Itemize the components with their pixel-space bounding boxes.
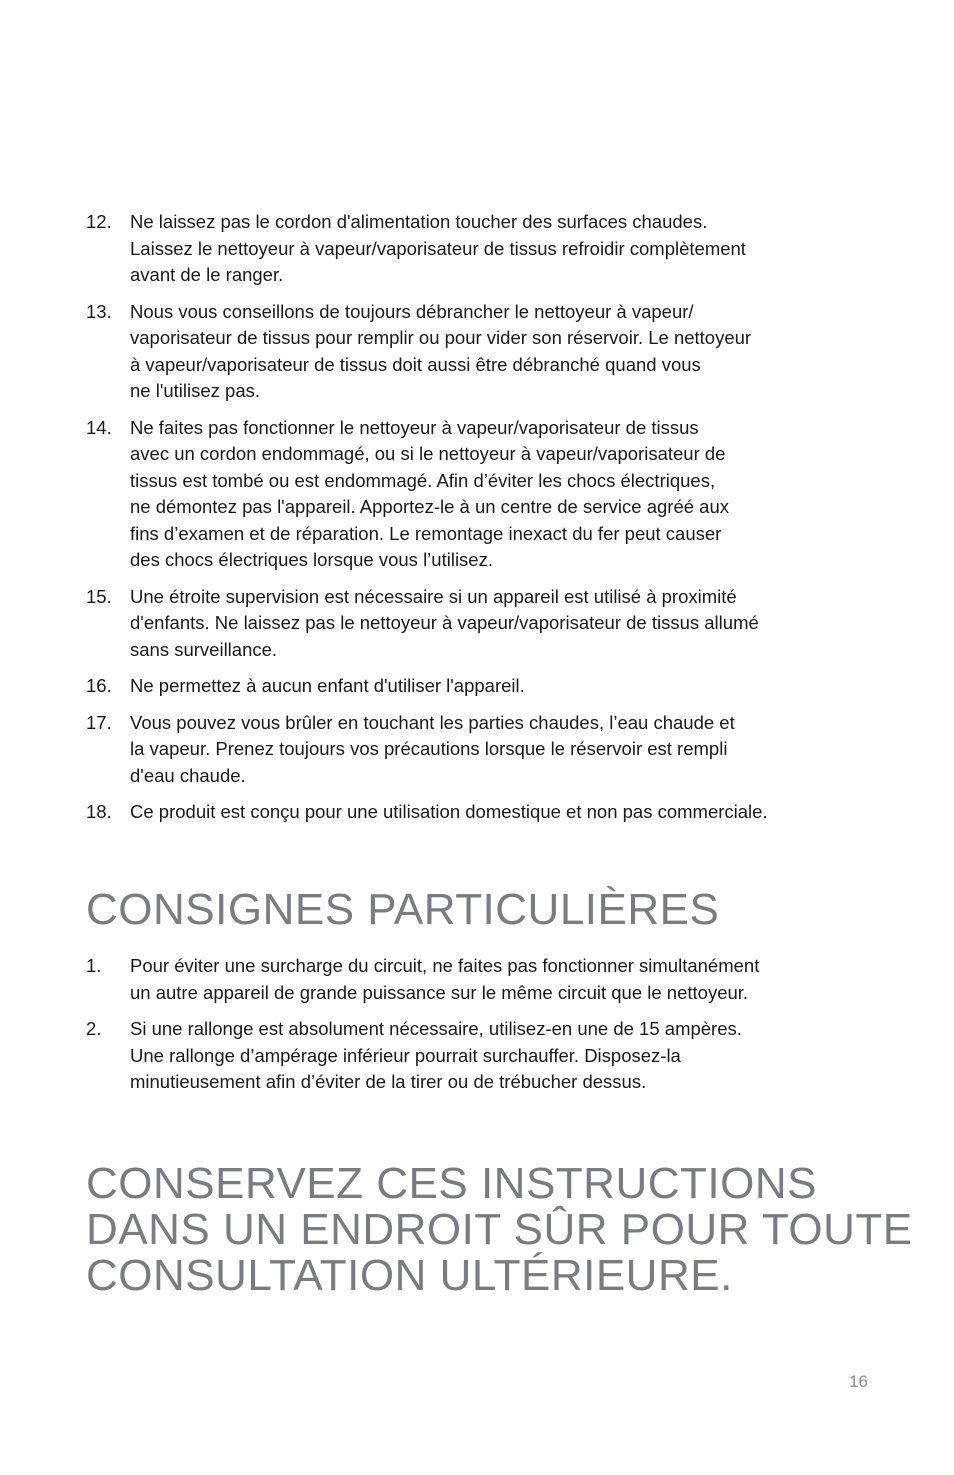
item-text: Nous vous conseillons de toujours débrancher le nettoyeur à vapeur/ vaporisateur de tissus pour remplir ou pour vider son réservoir. Le nettoyeur à vapeur/vaporisateur de tissus doit aussi être débranché quand vous ne l'utilisez pas. (130, 300, 752, 401)
page-number: 16 (849, 1372, 868, 1391)
list-item (86, 584, 886, 664)
section-title: CONSIGNES PARTICULIÈRES (86, 885, 720, 934)
item-number: 1. (86, 955, 102, 976)
list-item (86, 1016, 886, 1096)
safety-list (86, 209, 886, 836)
item-number: 2. (86, 1018, 102, 1039)
list-item (86, 799, 886, 826)
item-text: Pour éviter une surcharge du circuit, ne faites pas fonctionner simultanément un autre appareil de grande puissance sur le même circuit que le nettoyeur. (130, 955, 760, 1003)
item-text: Ne laissez pas le cordon d'alimentation toucher des surfaces chaudes. Laissez le nettoyeur à vapeur/vaporisateur de tissus refroidir complètement avant de le ranger. (130, 211, 746, 285)
item-text: Vous pouvez vous brûler en touchant les parties chaudes, l’eau chaude et la vapeur. Prenez toujours vos précautions lorsque le réservoir est rempli d'eau chaude. (130, 711, 735, 786)
item-text: Ne permettez à aucun enfant d'utiliser l'appareil. (130, 675, 525, 696)
item-number: 17. (86, 711, 112, 733)
keep-instructions-heading: CONSERVEZ CES INSTRUCTIONS DANS UN ENDROIT SÛR POUR TOUTE CONSULTATION ULTÉRIEURE. (86, 1159, 913, 1300)
item-number: 14. (86, 416, 112, 438)
item-number: 18. (86, 801, 112, 822)
item-text: Une étroite supervision est nécessaire si un appareil est utilisé à proximité d'enfants. Ne laissez pas le nettoyeur à vapeur/vaporisateur de tissus allumé sans surveillance. (130, 585, 759, 660)
list-item (86, 673, 886, 700)
list-item (86, 710, 886, 790)
special-instructions-list (86, 953, 886, 1106)
item-text: Si une rallonge est absolument nécessaire, utilisez-en une de 15 ampères. Une rallonge d’ampérage inférieur pourrait surchauffer. Disposez-la minutieusement afin d’éviter de la tirer ou de trébucher dessus. (130, 1018, 742, 1092)
item-text: Ne faites pas fonctionner le nettoyeur à vapeur/vaporisateur de tissus avec un cordon endommagé, ou si le nettoyeur à vapeur/vaporisateur de tissus est tombé ou est endommagé. Afin d’éviter les chocs électriques, ne démontez pas l'appareil. Apportez-le à un centre de service agréé aux fins d’examen et de réparation. Le remontage inexact du fer peut causer des chocs électriques lorsque vous l’utilisez. (130, 416, 729, 570)
item-number: 15. (86, 585, 112, 607)
list-item (86, 953, 886, 1006)
item-text: Ce produit est conçu pour une utilisation domestique et non pas commerciale. (130, 801, 768, 822)
item-number: 16. (86, 675, 112, 696)
item-number: 13. (86, 300, 112, 322)
list-item (86, 415, 886, 574)
item-number: 12. (86, 211, 112, 232)
list-item (86, 299, 886, 405)
list-item (86, 209, 886, 289)
